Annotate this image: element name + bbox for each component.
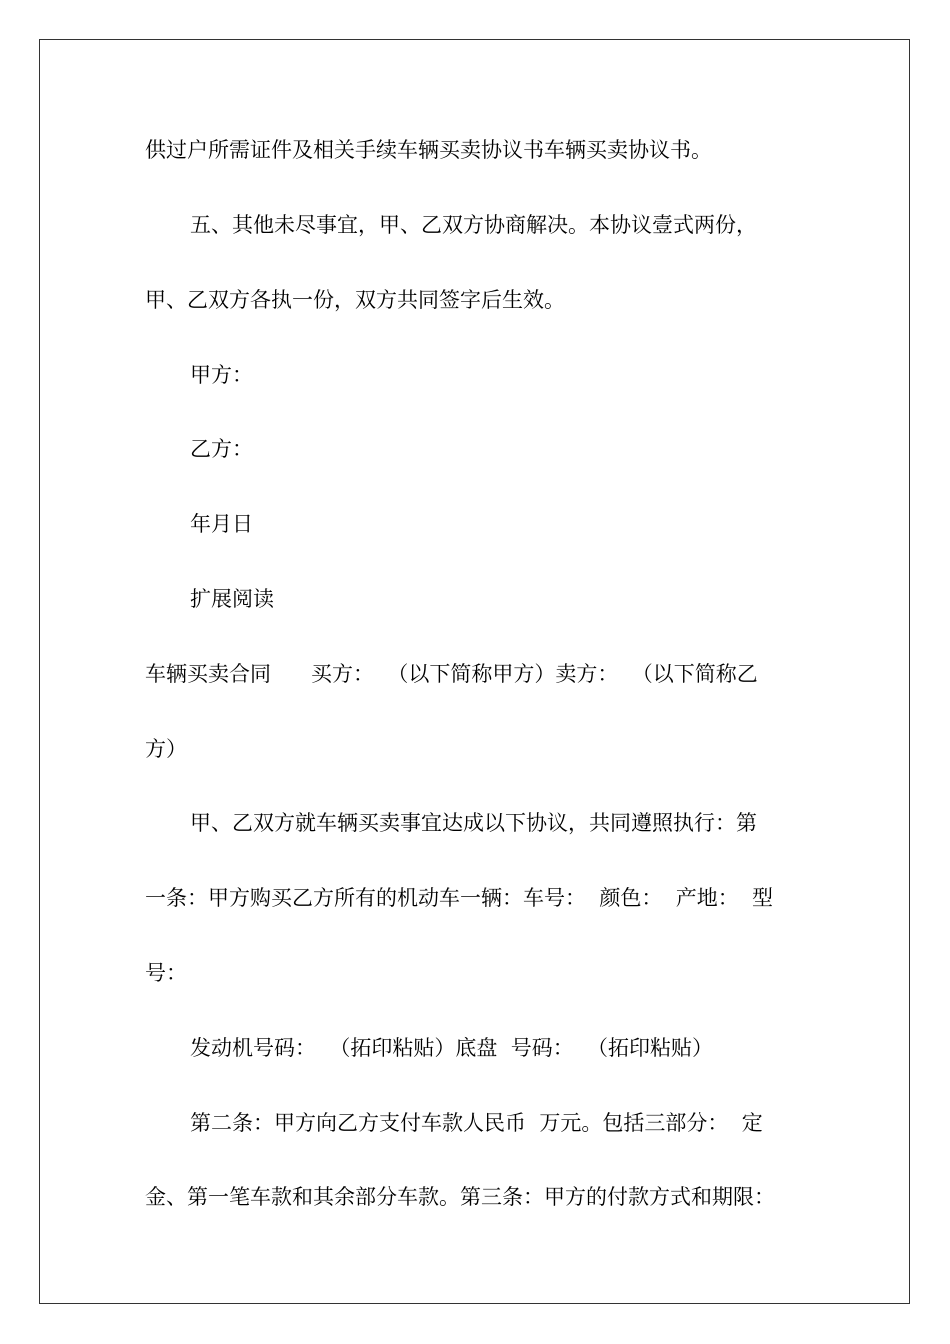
text-line: 号： bbox=[145, 961, 187, 985]
text-line: 金、第一笔车款和其余部分车款。第三条：甲方的付款方式和期限： bbox=[145, 1185, 775, 1209]
contract-title-line: 车辆买卖合同 买方： （以下简称甲方）卖方： （以下简称乙 bbox=[145, 662, 758, 686]
text-line: 发动机号码： （拓印粘贴）底盘 号码： （拓印粘贴） bbox=[190, 1036, 714, 1060]
text-line: 供过户所需证件及相关手续车辆买卖协议书车辆买卖协议书。 bbox=[145, 138, 712, 162]
text-line: 五、其他未尽事宜，甲、乙双方协商解决。本协议壹式两份， bbox=[190, 213, 757, 237]
text-line: 方） bbox=[145, 737, 187, 761]
text-line: 第二条：甲方向乙方支付车款人民币 万元。包括三部分： 定 bbox=[190, 1111, 763, 1135]
text-line: 一条：甲方购买乙方所有的机动车一辆：车号： 颜色： 产地： 型 bbox=[145, 886, 774, 910]
party-b-label: 乙方： bbox=[190, 437, 253, 461]
section-heading: 扩展阅读 bbox=[190, 587, 274, 611]
text-line: 甲、乙双方各执一份，双方共同签字后生效。 bbox=[145, 288, 565, 312]
date-label: 年月日 bbox=[190, 512, 253, 536]
text-line: 甲、乙双方就车辆买卖事宜达成以下协议，共同遵照执行：第 bbox=[190, 811, 757, 835]
party-a-label: 甲方： bbox=[190, 363, 253, 387]
